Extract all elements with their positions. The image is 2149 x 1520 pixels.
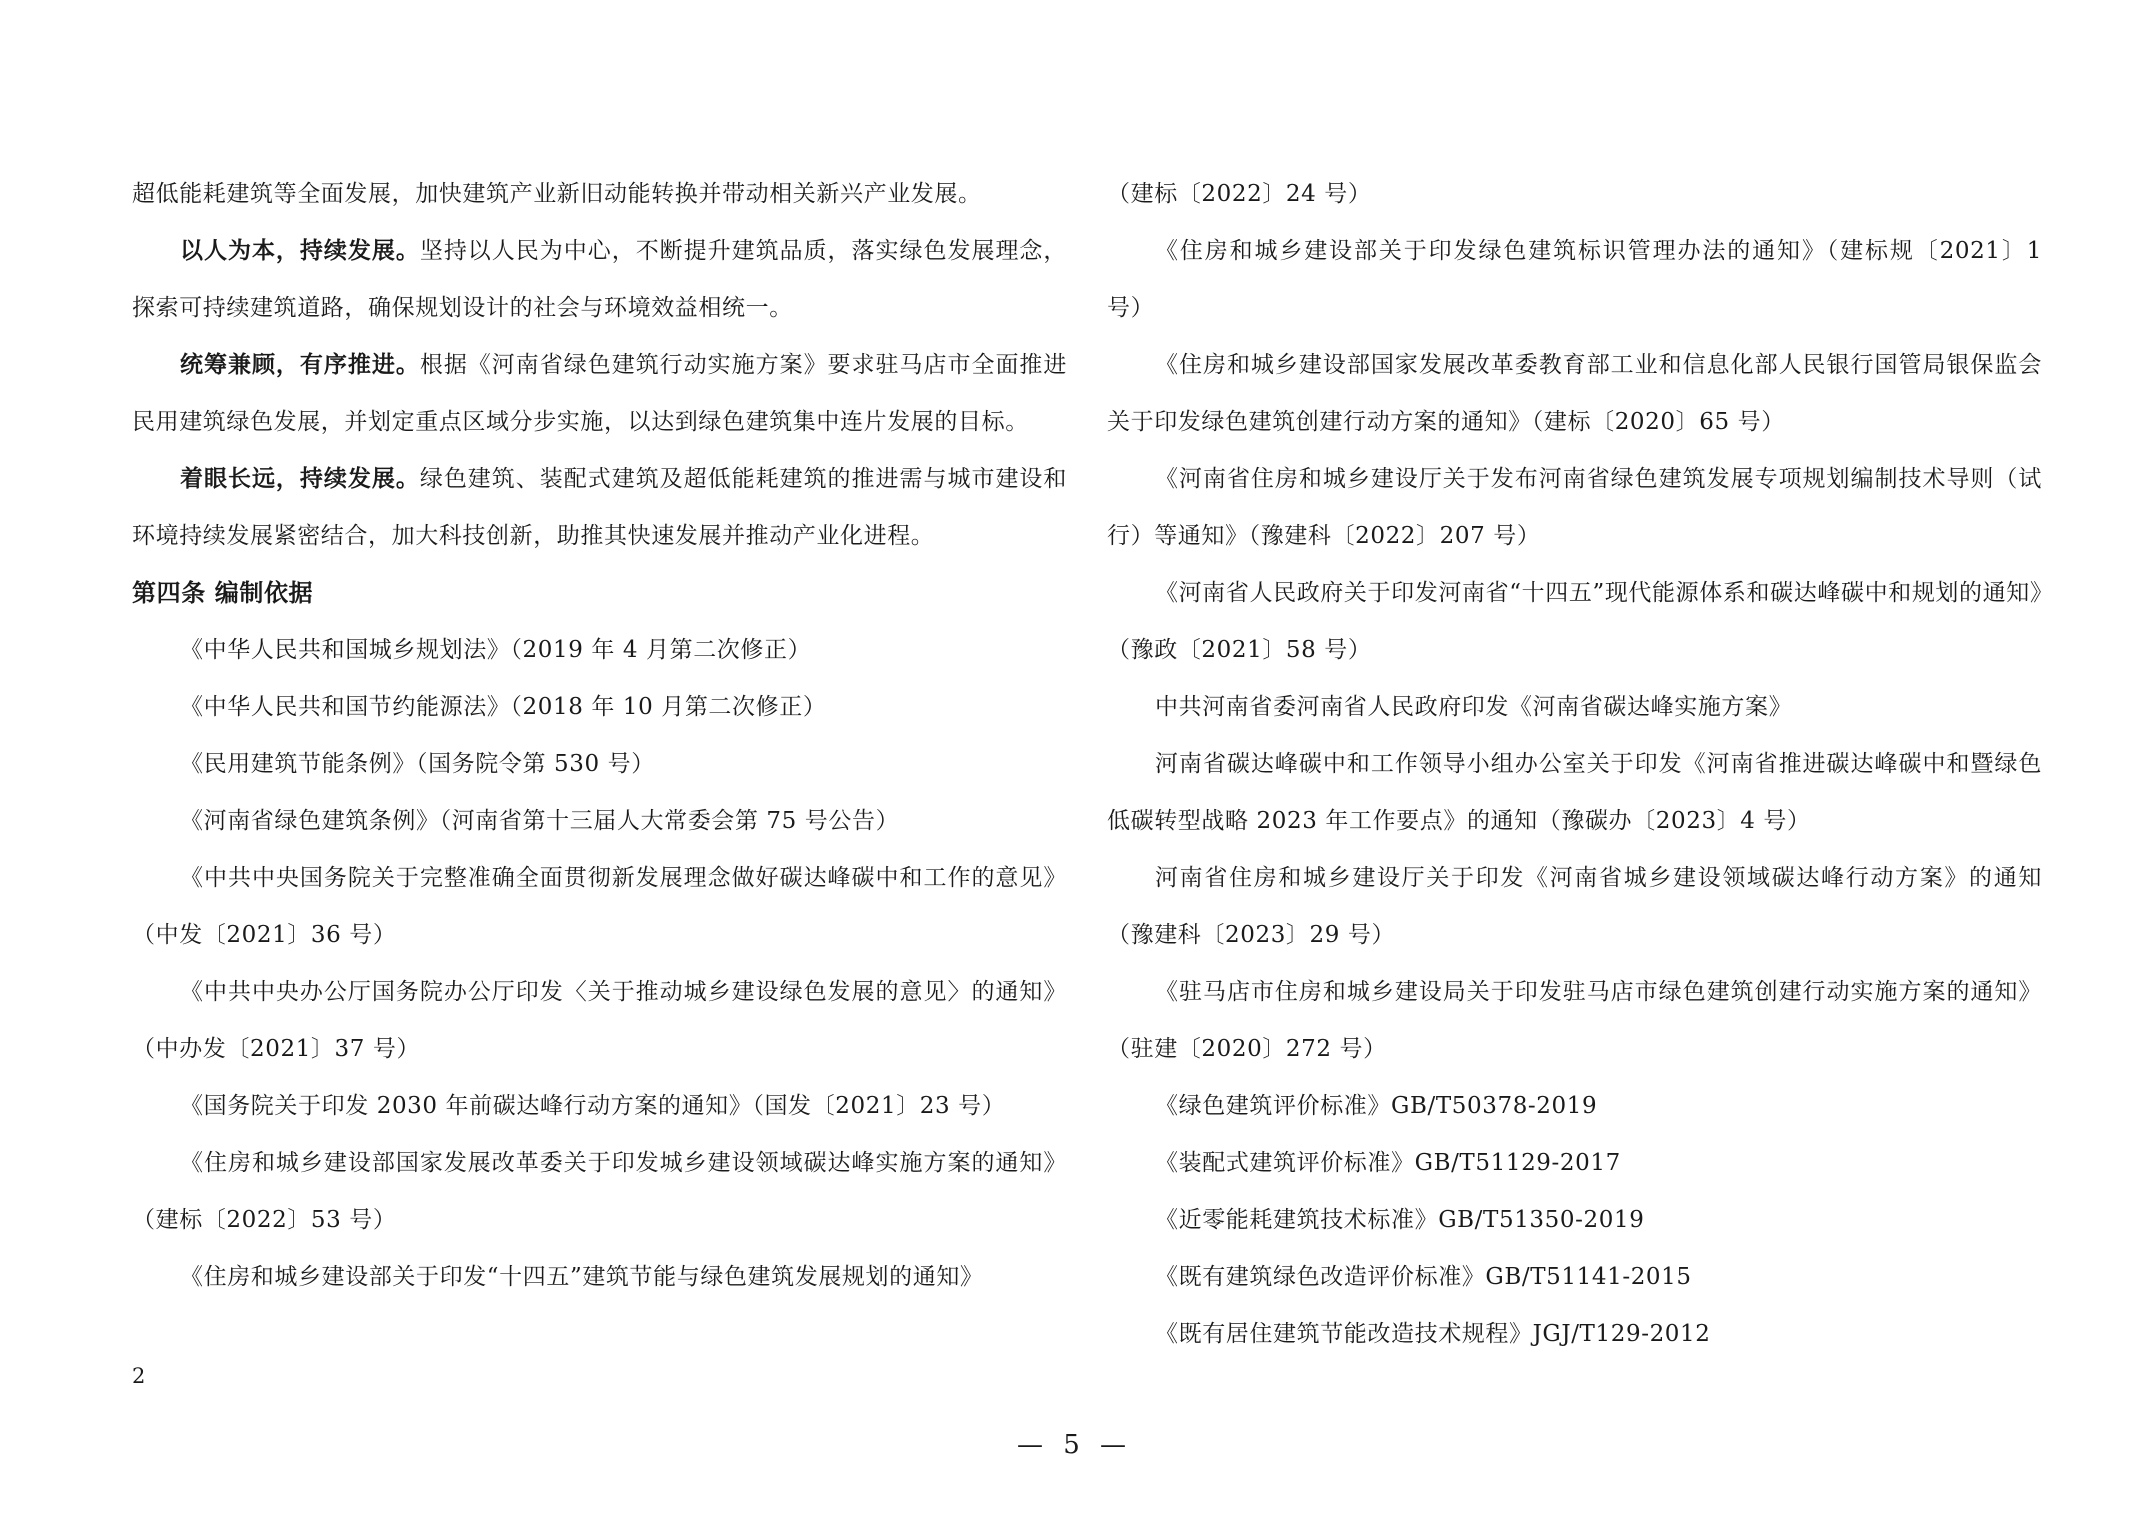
basis-item: 《既有居住建筑节能改造技术规程》JGJ/T129-2012 bbox=[1155, 1321, 1711, 1347]
principle-title: 以人为本，持续发展。 bbox=[180, 238, 420, 264]
right-column bbox=[1107, 166, 2042, 1363]
basis-item: 《国务院关于印发 2030 年前碳达峰行动方案的通知》（国发〔2021〕23 号） bbox=[180, 1093, 1006, 1119]
page-number-footer: — 5 — bbox=[1016, 1430, 1133, 1460]
principle-paragraph bbox=[132, 451, 1067, 565]
basis-item: 《既有建筑绿色改造评价标准》GB/T51141-2015 bbox=[1155, 1264, 1692, 1290]
basis-item: 《中华人民共和国城乡规划法》（2019 年 4 月第二次修正） bbox=[180, 637, 812, 663]
basis-item: 《河南省绿色建筑条例》（河南省第十三届人大常委会第 75 号公告） bbox=[180, 808, 900, 834]
principle-paragraph bbox=[132, 337, 1067, 451]
principle-title: 着眼长远，持续发展。 bbox=[180, 466, 420, 492]
section-heading: 第四条 编制依据 bbox=[132, 579, 314, 607]
basis-item: 《中华人民共和国节约能源法》（2018 年 10 月第二次修正） bbox=[180, 694, 827, 720]
basis-item: 《近零能耗建筑技术标准》GB/T51350-2019 bbox=[1155, 1207, 1645, 1233]
basis-item: 中共河南省委河南省人民政府印发《河南省碳达峰实施方案》 bbox=[1155, 694, 1793, 720]
basis-item: 《河南省人民政府关于印发河南省“十四五”现代能源体系和碳达峰碳中和规划的通知》（豫政〔2021〕58 号） bbox=[1107, 580, 2042, 663]
basis-item: 河南省碳达峰碳中和工作领导小组办公室关于印发《河南省推进碳达峰碳中和暨绿色低碳转型战略 2023 年工作要点》的通知（豫碳办〔2023〕4 号） bbox=[1107, 751, 2042, 834]
basis-item: 《中共中央办公厅国务院办公厅印发〈关于推动城乡建设绿色发展的意见〉的通知》（中办发〔2021〕37 号） bbox=[132, 979, 1067, 1062]
basis-item: 《住房和城乡建设部国家发展改革委教育部工业和信息化部人民银行国管局银保监会关于印发绿色建筑创建行动方案的通知》（建标〔2020〕65 号） bbox=[1107, 352, 2042, 435]
basis-item: 河南省住房和城乡建设厅关于印发《河南省城乡建设领域碳达峰行动方案》的通知（豫建科〔2023〕29 号） bbox=[1107, 865, 2042, 948]
basis-item: 《住房和城乡建设部关于印发“十四五”建筑节能与绿色建筑发展规划的通知》 bbox=[180, 1264, 984, 1290]
basis-item: 《民用建筑节能条例》（国务院令第 530 号） bbox=[180, 751, 655, 777]
principle-text: 坚持以人民为中心，不断提升建筑品质，落实绿色发展理念，探索可持续建筑道路，确保规划设计的社会与环境效益相统一。 bbox=[132, 238, 1068, 321]
principle-paragraph bbox=[132, 223, 1067, 337]
basis-continuation: （建标〔2022〕24 号） bbox=[1107, 181, 1372, 207]
basis-item: 《绿色建筑评价标准》GB/T50378-2019 bbox=[1155, 1093, 1598, 1119]
paragraph-continuation: 超低能耗建筑等全面发展，加快建筑产业新旧动能转换并带动相关新兴产业发展。 bbox=[132, 181, 982, 207]
inner-page-number: 2 bbox=[132, 1364, 146, 1388]
basis-item: 《住房和城乡建设部关于印发绿色建筑标识管理办法的通知》（建标规〔2021〕1 号） bbox=[1107, 238, 2042, 321]
principle-text: 绿色建筑、装配式建筑及超低能耗建筑的推进需与城市建设和环境持续发展紧密结合，加大科技创新，助推其快速发展并推动产业化进程。 bbox=[132, 466, 1068, 549]
basis-item: 《河南省住房和城乡建设厅关于发布河南省绿色建筑发展专项规划编制技术导则（试行）等通知》（豫建科〔2022〕207 号） bbox=[1107, 466, 2042, 549]
principle-title: 统筹兼顾，有序推进。 bbox=[180, 352, 420, 378]
principle-text: 根据《河南省绿色建筑行动实施方案》要求驻马店市全面推进民用建筑绿色发展，并划定重点区域分步实施，以达到绿色建筑集中连片发展的目标。 bbox=[132, 352, 1068, 435]
basis-item: 《中共中央国务院关于完整准确全面贯彻新发展理念做好碳达峰碳中和工作的意见》（中发〔2021〕36 号） bbox=[132, 865, 1067, 948]
basis-item: 《装配式建筑评价标准》GB/T51129-2017 bbox=[1155, 1150, 1621, 1176]
basis-item: 《驻马店市住房和城乡建设局关于印发驻马店市绿色建筑创建行动实施方案的通知》（驻建〔2020〕272 号） bbox=[1107, 979, 2042, 1062]
basis-item: 《住房和城乡建设部国家发展改革委关于印发城乡建设领域碳达峰实施方案的通知》（建标〔2022〕53 号） bbox=[132, 1150, 1067, 1233]
left-column bbox=[132, 166, 1067, 1306]
